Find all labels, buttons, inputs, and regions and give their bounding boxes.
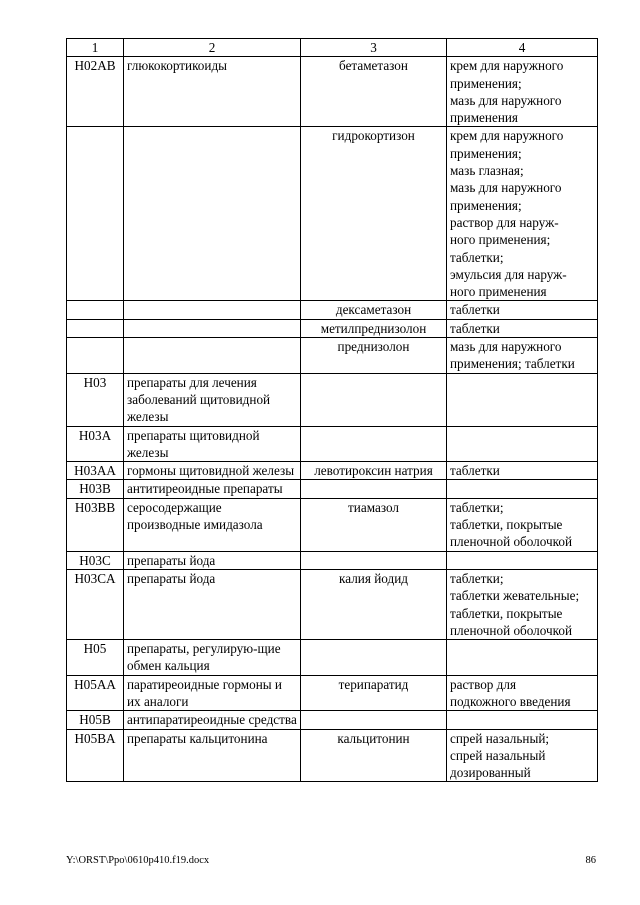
group-name-cell [124,127,301,301]
table-row [67,569,598,639]
dosage-forms-cell [447,569,598,639]
table-row [67,338,598,374]
group-name-cell: антитиреоидные препараты [124,480,301,498]
table-row [67,57,598,127]
dosage-form-line: применения [450,110,518,126]
atc-code-cell [67,338,124,374]
dosage-form-line: таблетки [450,302,500,318]
dosage-form-line: мазь для наружного [450,180,562,196]
dosage-form-line: таблетки; [450,499,504,515]
atc-code-cell: H03C [67,551,124,569]
dosage-forms-cell [447,319,598,337]
dosage-forms-cell [447,729,598,782]
footer-page-number: 86 [585,855,596,866]
table-row [67,373,598,426]
dosage-form-line: крем для наружного [450,128,564,144]
atc-code-cell: H05BA [67,729,124,782]
table-row [67,480,598,498]
dosage-form-line: применения; [450,75,522,91]
table-row [67,711,598,729]
group-name-cell [124,301,301,319]
dosage-form-line: таблетки; [450,249,504,265]
atc-code-cell: H03AA [67,462,124,480]
dosage-form-line: пленочной оболочкой [450,534,573,550]
dosage-forms-cell [447,462,598,480]
dosage-forms-cell [447,551,598,569]
atc-code-cell [67,319,124,337]
group-name-cell [124,338,301,374]
dosage-form-line: ного применения [450,284,547,300]
dosage-forms-cell [447,127,598,301]
dosage-form-line: пленочной оболочкой [450,622,573,638]
dosage-form-line: таблетки; [450,570,504,586]
group-name-cell: глюкокортикоиды [124,57,301,127]
table-row [67,675,598,711]
atc-code-cell: H03BB [67,498,124,551]
header-col-3: 3 [301,39,447,57]
substance-cell: гидрокортизон [301,127,447,301]
header-col-4: 4 [447,39,598,57]
group-name-cell: препараты йода [124,569,301,639]
substance-cell: терипаратид [301,675,447,711]
dosage-form-line: подкожного введения [450,693,571,709]
atc-code-cell: H03B [67,480,124,498]
dosage-forms-cell [447,711,598,729]
dosage-form-line: применения; [450,197,522,213]
substance-cell: кальцитонин [301,729,447,782]
substance-cell: калия йодид [301,569,447,639]
table-body [67,57,598,782]
table-row [67,729,598,782]
dosage-forms-cell [447,498,598,551]
substance-cell [301,551,447,569]
dosage-forms-cell [447,301,598,319]
drug-table [66,38,598,782]
table-row [67,498,598,551]
dosage-form-line: применения; [450,145,522,161]
atc-code-cell: H03A [67,426,124,462]
dosage-forms-cell [447,373,598,426]
group-name-cell: препараты йода [124,551,301,569]
dosage-form-line: спрей назальный; [450,730,550,746]
substance-cell: метилпреднизолон [301,319,447,337]
group-name-cell: препараты кальцитонина [124,729,301,782]
group-name-cell: препараты, регулирую-щие обмен кальция [124,640,301,676]
group-name-cell: серосодержащие производные имидазола [124,498,301,551]
dosage-form-line: мазь для наружного [450,92,562,108]
header-col-2: 2 [124,39,301,57]
dosage-form-line: таблетки жевательные; [450,588,580,604]
table-row [67,640,598,676]
group-name-cell: препараты щитовидной железы [124,426,301,462]
footer-file-path: Y:\ORST\Ppo\0610p410.f19.docx [66,855,210,866]
dosage-forms-cell [447,675,598,711]
substance-cell: бетаметазон [301,57,447,127]
atc-code-cell: H05B [67,711,124,729]
dosage-form-line: мазь для наружного [450,339,562,355]
group-name-cell: препараты для лечения заболеваний щитовидной железы [124,373,301,426]
group-name-cell: паратиреоидные гормоны и их аналоги [124,675,301,711]
atc-code-cell: H03 [67,373,124,426]
dosage-form-line: раствор для [450,676,517,692]
table-row [67,127,598,301]
table-row [67,319,598,337]
dosage-forms-cell [447,480,598,498]
dosage-form-line: дозированный [450,765,531,781]
substance-cell [301,640,447,676]
table-row [67,426,598,462]
header-row [67,39,598,57]
dosage-form-line: применения; таблетки [450,356,575,372]
substance-cell [301,373,447,426]
substance-cell: тиамазол [301,498,447,551]
substance-cell [301,711,447,729]
dosage-form-line: таблетки, покрытые [450,517,563,533]
dosage-form-line: ного применения; [450,232,551,248]
atc-code-cell [67,301,124,319]
substance-cell: дексаметазон [301,301,447,319]
substance-cell: преднизолон [301,338,447,374]
dosage-form-line: эмульсия для наруж- [450,266,567,282]
atc-code-cell: H02AB [67,57,124,127]
atc-code-cell: H03CA [67,569,124,639]
dosage-form-line: раствор для наруж- [450,214,559,230]
dosage-form-line: таблетки [450,320,500,336]
dosage-form-line: спрей назальный [450,747,546,763]
dosage-form-line: таблетки, покрытые [450,605,563,621]
dosage-form-line: крем для наружного [450,58,564,74]
substance-cell: левотироксин натрия [301,462,447,480]
header-col-1: 1 [67,39,124,57]
table-row [67,551,598,569]
atc-code-cell [67,127,124,301]
group-name-cell: гормоны щитовидной железы [124,462,301,480]
atc-code-cell: H05AA [67,675,124,711]
atc-code-cell: H05 [67,640,124,676]
table-row [67,462,598,480]
group-name-cell [124,319,301,337]
dosage-forms-cell [447,338,598,374]
dosage-form-line: мазь глазная; [450,163,524,179]
dosage-forms-cell [447,640,598,676]
dosage-form-line: таблетки [450,463,500,479]
substance-cell [301,426,447,462]
dosage-forms-cell [447,426,598,462]
substance-cell [301,480,447,498]
table-row [67,301,598,319]
dosage-forms-cell [447,57,598,127]
group-name-cell: антипаратиреоидные средства [124,711,301,729]
